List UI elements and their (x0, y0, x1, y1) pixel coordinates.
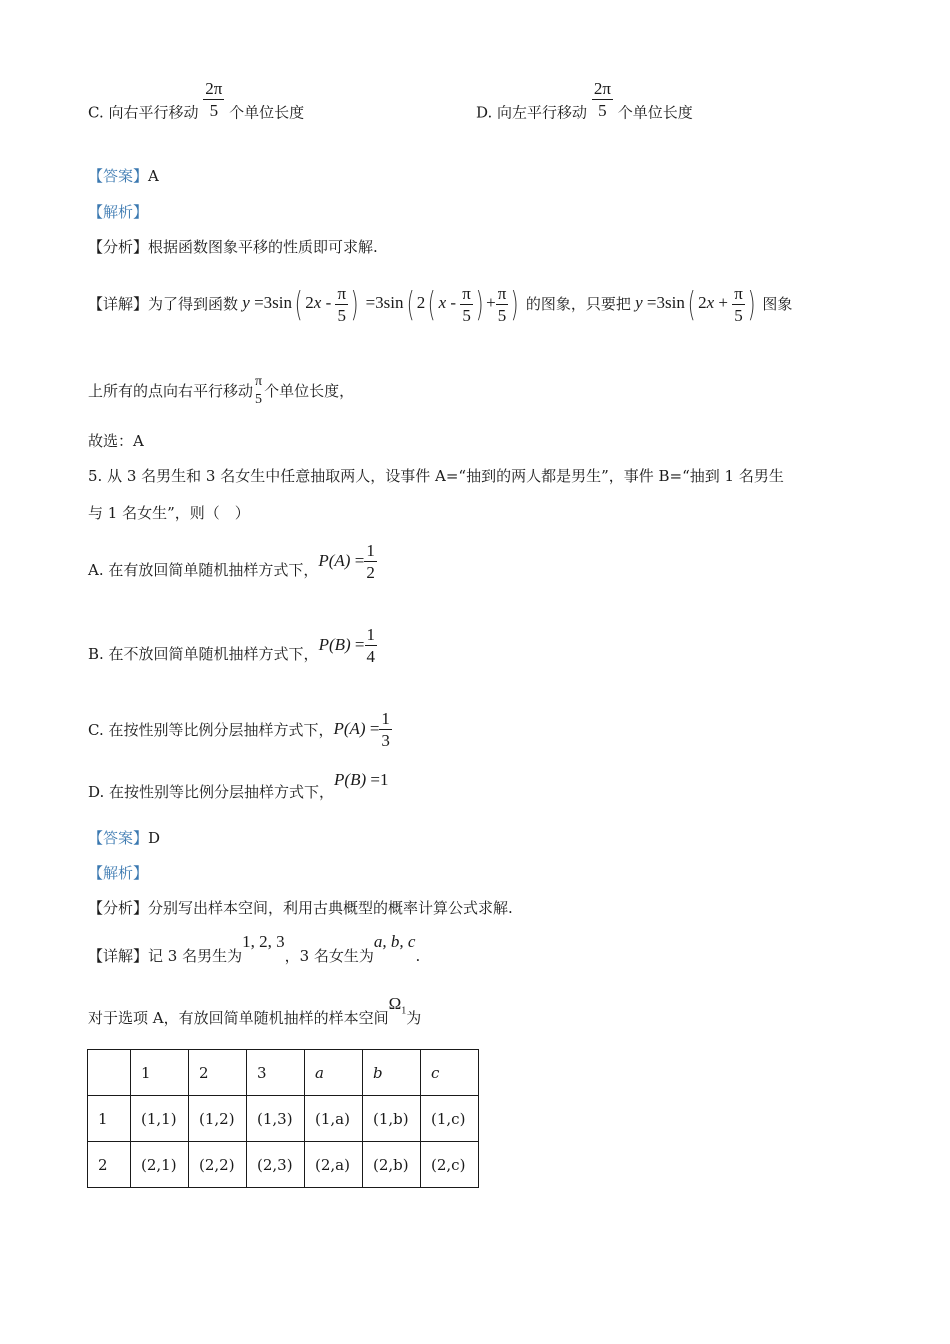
option-d-tail: 个单位长度 (617, 103, 693, 122)
q5-sample-space: 对于选项 A，有放回简单随机抽样的样本空间$\Omega_1$为 (88, 994, 422, 1027)
shift-fraction: π 5 (255, 374, 263, 407)
q5-option-c: C. 在按性别等比例分层抽样方式下，P(A) = $\frac{1}{3}$ (88, 709, 390, 751)
q5-detail: 【详解】记 3 名男生为1, 2, 3，3 名女生为a, b, c. (88, 932, 421, 965)
q4-choose: 故选：A (88, 432, 144, 450)
formula-target: y =3sin( 2x - $\frac{\pi}{5}$ ) =3sin( 2( x - $\frac{\pi}{5}$ ) + $\frac{\pi}{5}$ ) (242, 284, 519, 326)
q5-fenxi: 【分析】分别写出样本空间，利用古典概型的概率计算公式求解. (88, 899, 513, 917)
q5-analysis-tag: 【解析】 (88, 864, 149, 882)
table-row: 1 (1,1) (1,2) (1,3) (1,a) (1,b) (1,c) (88, 1096, 479, 1142)
q4-fenxi: 【分析】根据函数图象平移的性质即可求解. (88, 238, 378, 256)
q5-option-a: A. 在有放回简单随机抽样方式下，P(A) = $\frac{1}{2}$ (88, 541, 375, 583)
option-c-tail: 个单位长度 (229, 103, 305, 122)
table-row: 1 2 3 a b c (88, 1050, 479, 1096)
sample-space-table (87, 1049, 479, 1188)
table-row: 2 (2,1) (2,2) (2,3) (2,a) (2,b) (2,c) (88, 1142, 479, 1188)
option-d (476, 80, 693, 123)
q4-answer: 【答案】A (88, 167, 159, 185)
option-c-fraction: $\frac{2\pi}{5}$ (205, 79, 223, 120)
q4-analysis-tag: 【解析】 (88, 203, 149, 221)
omega-symbol: $\Omega_1$ (388, 994, 407, 1017)
option-c (88, 80, 304, 123)
q5-stem-line2: 与 1 名女生”，则（ ） (88, 504, 250, 522)
formula-source: y =3sin( 2x + $\frac{\pi}{5}$ ) (635, 284, 756, 326)
q4-detail: 【详解】为了得到函数 y =3sin( 2x - $\frac{\pi}{5}$ ) =3sin( 2( x - $\frac{\pi}{5}$ ) + $\frac{\pi}{5}$ ) 的图象，只要把 y =3sin( 2x + $\frac{\pi}{5}$ ) 图象 (88, 284, 793, 326)
option-d-fraction: $\frac{2\pi}{5}$ (593, 79, 611, 120)
q5-option-b: B. 在不放回简单随机抽样方式下，P(B) = $\frac{1}{4}$ (88, 625, 375, 667)
q5-answer: 【答案】D (88, 829, 161, 847)
option-c-label: C. 向右平行移动 (88, 103, 199, 122)
q5-option-d: D. 在按性别等比例分层抽样方式下，P(B) =1 (88, 770, 389, 801)
q4-detail-line2: 上所有的点向右平行移动 π 5 个单位长度， (88, 374, 355, 407)
q5-stem-line1: 5. 从 3 名男生和 3 名女生中任意抽取两人，设事件 A=“抽到的两人都是男生”，事件 B=“抽到 1 名男生 (88, 467, 784, 485)
option-d-label: D. 向左平行移动 (476, 103, 588, 122)
